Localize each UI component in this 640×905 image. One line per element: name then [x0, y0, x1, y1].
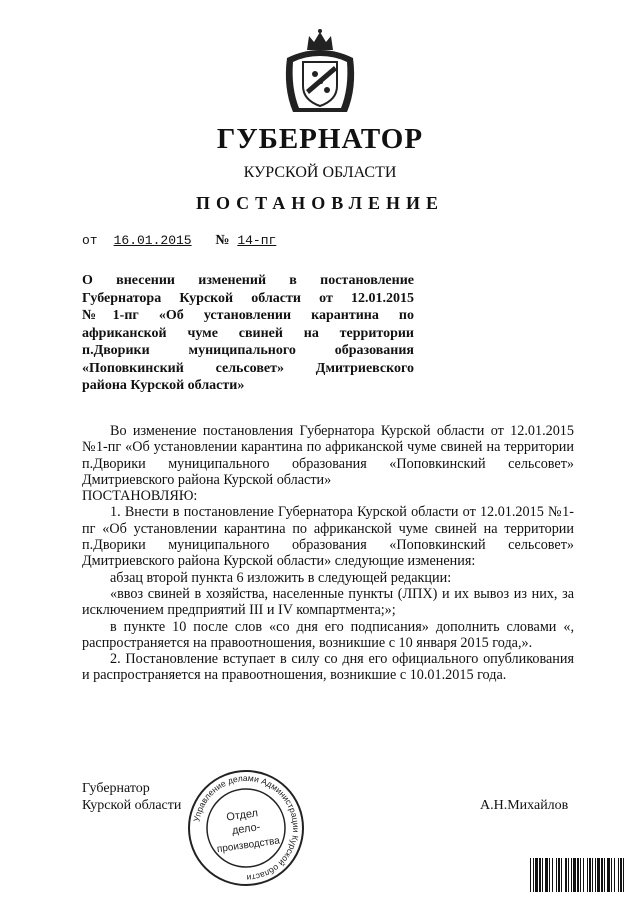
coat-of-arms-icon [279, 28, 361, 116]
doc-type: ПОСТАНОВЛЕНИЕ [195, 193, 445, 213]
official-stamp [186, 768, 306, 888]
stamp-center-line-2: дело- [231, 821, 262, 837]
position-line-1: Губернатор [82, 781, 150, 796]
doc-number: 14-пг [237, 233, 277, 248]
item-1a-paragraph: абзац второй пункта 6 изложить в следующей редакции: [110, 569, 452, 586]
subject-line: О внесении изменений в постановление [82, 273, 414, 288]
item-2-paragraph: 2. Постановление вступает в силу со дня его официального опубликования и распространяется на правоотношения, возникшие с 10.01.2015 года. [82, 651, 574, 684]
document-body [82, 423, 574, 684]
decree-word: ПОСТАНОВЛЯЮ: [82, 488, 198, 505]
from-label: от [82, 233, 98, 248]
signature-position [82, 780, 181, 814]
subject-heading [82, 272, 414, 395]
subject-line: африканской чуме свиней на территории [82, 325, 414, 341]
doc-region: КУРСКОЙ ОБЛАСТИ [243, 164, 397, 181]
item-1-paragraph: 1. Внести в постановление Губернатора Курской области от 12.01.2015 №1-пг «Об установлении карантина по африканской чуме свиней на территории п.Дворики муниципального образования «Поповкинский сельсовет» Дмитриевского района Курской области» следующие изменения: [82, 504, 574, 570]
item-1c-paragraph: в пункте 10 после слов «со дня его подписания» дополнить словами «, распространяется на правоотношения, возникшие с 10 января 2015 года,». [82, 618, 574, 651]
preamble-paragraph: Во изменение постановления Губернатора Курской области от 12.01.2015 №1-пг «Об установлении карантина по африканской чуме свиней на территории п.Дворики муниципального образования «Поповкинский сельсовет» Дмитриевского района Курской области» [82, 423, 574, 488]
subject-line: района Курской области» [82, 378, 245, 393]
stamp-center-line-3: производства [216, 835, 281, 856]
subject-line: «Поповкинский сельсовет» Дмитриевского [82, 360, 414, 376]
date-number-line [82, 233, 293, 249]
stamp-center-line-1: Отдел [225, 807, 259, 824]
signatory-name: А.Н.Михайлов [480, 798, 569, 813]
position-line-2: Курской области [82, 798, 182, 813]
subject-line: №1-пг «Об установлении карантина по [82, 308, 414, 323]
doc-title: ГУБЕРНАТОР [216, 123, 424, 155]
number-sign: № [215, 233, 230, 248]
subject-line: п.Дворики муниципального образования [82, 343, 414, 358]
doc-date: 16.01.2015 [113, 233, 192, 248]
subject-line: Губернатора Курской области от 12.01.2015 [82, 290, 414, 306]
item-1b-paragraph: «ввоз свиней в хозяйства, населенные пункты (ЛПХ) и их вывоз из них, за исключением предприятий III и IV компартмента;»; [82, 585, 574, 619]
stamp-ring-text: Управление делами Администрации Курской области [191, 772, 302, 884]
barcode-icon [530, 858, 626, 892]
